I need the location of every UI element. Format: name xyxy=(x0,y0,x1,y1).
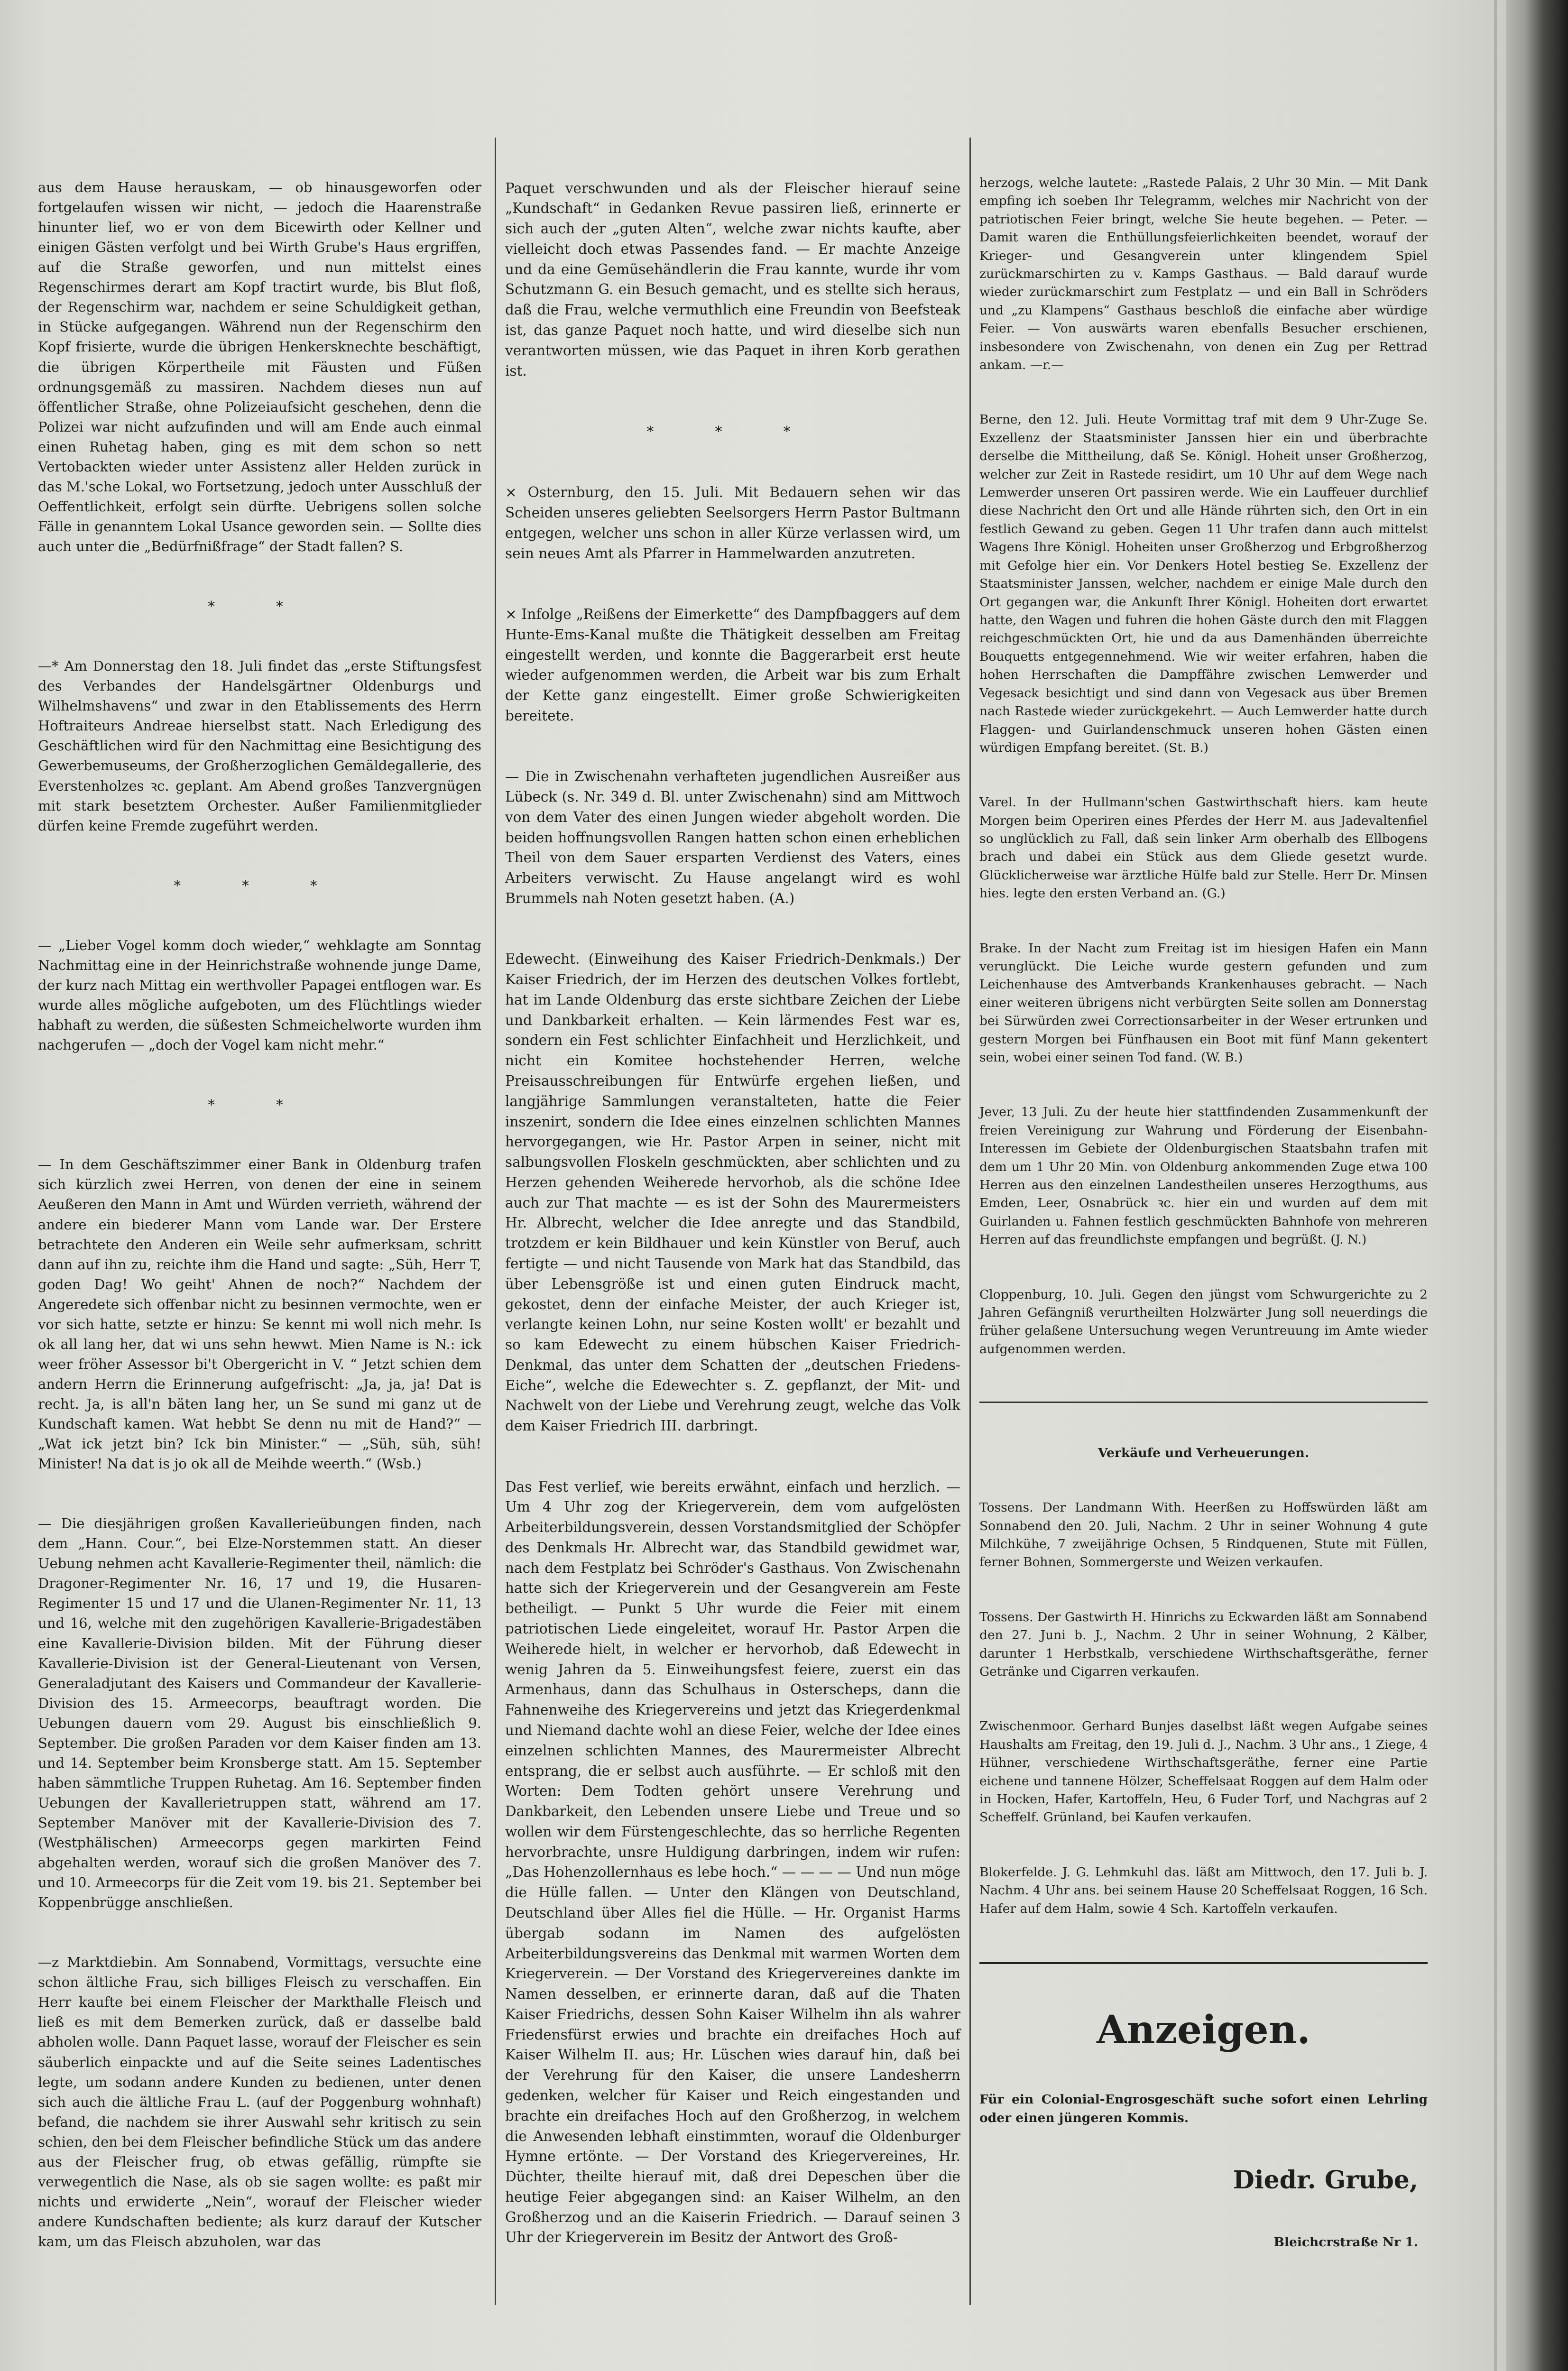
ads-heading: Anzeigen. xyxy=(1097,2007,1310,2053)
section-separator: * * xyxy=(208,1097,312,1113)
article-paragraph: —z Marktdiebin. Am Sonnabend, Vormittags, versuchte eine schon ältliche Frau, sich billiges Fleisch zu verschaffen. Ein Herr kaufte bei einem Fleischer der Markthalle Fleisch und ließ es mit dem Bemerken zurück, daß er dasselbe bald abholen wolle. Dann Paquet lasse, worauf der Fleischer es sein säuberlich einpackte und auf die Seite seines Ladentisches legte, um sodann andere Kunden zu bedienen, unter denen sich auch die ältliche Frau L. (auf der Poggenburg wohnhaft) befand, die nachdem sie ihrer Auswahl sehr kritisch zu sein schien, den bei dem Fleischer befindliche Stück um das andere aus der Fleischer frug, ob etwas gefällig, rümpfte sie verwegentlich die Nase, als ob sie sagen wollte: es paßt mir nichts und erwiderte „Nein“, worauf der Fleischer wieder andere Kundschaften bediente; als kurz darauf der Kutscher kam, um das Fleisch abzuholen, war das xyxy=(38,1954,486,2250)
article-paragraph: aus dem Hause herauskam, — ob hinausgeworfen oder fortgelaufen wissen wir nicht, — jedoch die Haarenstraße hinunter lief, wo er von dem Bicewirth oder Kellner und einigen Gästen verfolgt und bei Wirth Grube's Haus ergriffen, auf die Straße geworfen, und nun mittelst eines Regenschirmes derart am Kopf tractirt wurde, bis Blut floß, der Regenschirm war, nachdem er seine Schuldigkeit gethan, in Stücke aufgegangen. Während nun der Regenschirm den Kopf frisierte, wurde die übrigen Henkersknechte beschäftigt, die übrigen Körpertheile mit Fäusten und Füßen ordnungsgemäß zu massiren. Nachdem dieses nun auf öffentlicher Straße, ohne Polizeiaufsicht geschehen, denn die Polizei war nicht aufzufinden und will am Ende auch einmal einen Ruhetag haben, ging es mit dem schon so nett Vertobackten wieder unter Assistenz aller Helden zurück in das M.'sche Lokal, wo Fortsetzung, jedoch unter Ausschluß der Oeffentlichkeit, erfolgt sein dürfte. Uebrigens sollen solche Fälle in genanntem Lokal Usance geworden sein. — Sollte dies auch unter die „Bedürfnißfrage“ der Stadt fallen? S. xyxy=(38,179,486,554)
section-rule-double xyxy=(979,1962,1428,1964)
article-paragraph: Das Fest verlief, wie bereits erwähnt, einfach und herzlich. — Um 4 Uhr zog der Kriegerverein, dem vom aufgelösten Arbeiterbildungsverein, dessen Vorstandsmitglied der Schöpfer des Denkmals Hr. Albrecht war, das Standbild gewidmet war, nach dem Festplatz bei Schröder's Gasthaus. Von Zwischenahn hatte sich der Kriegerverein und der Gesangverein am Feste betheiligt. — Punkt 5 Uhr wurde die Feier mit einem patriotischen Liede eingeleitet, worauf Hr. Pastor Arpen die Weiherede hielt, in welcher er hervorhob, daß Edewecht in wenig Jahren da 5. Einweihungsfest feiere, zuerst ein das Armenhaus, dann das Schulhaus in Osterscheps, dann die Fahnenweihe des Kriegervereins und jetzt das Kriegerdenkmal und Niemand dachte wohl an diese Feier, welche der Idee eines einzelnen schlichten Mannes, des Maurermeister Albrecht entsprang, die er selbst auch ausführte. — Er schloß mit den Worten: Dem Todten gehört unsere Verehrung und Dankbarkeit, den Lebenden unsere Liebe und Treue und so wollen wir dem Fürstengeschlechte, das so herrliche Regenten hervorbrachte, unsre Huldigung darbringen, indem wir rufen: „Das Hohenzollernhaus es lebe hoch.“ — — — — Und nun möge die Hülle fallen. — Unter den Klängen von Deutschland, Deutschland über Alles fiel die Hülle. — Hr. Organist Harms übergab sodann im Namen des aufgelösten Arbeiterbildungsvereins das Denkmal mit warmen Worten dem Kriegerverein. — Der Vorstand des Kriegervereines dankte im Namen desselben, er erinnerte daran, daß auf die Thaten Kaiser Friedrichs, dessen Sohn Kaiser Wilhelm ihn als wahrer Friedensfürst erwies und brachte ein dreifaches Hoch auf Kaiser Wilhelm II. aus; Hr. Lüschen wies darauf hin, daß bei der Verehrung für den Kaiser, die unsere Landesherrn gedenken, welcher für Kaiser und Reich eingestanden und brachte ein dreifaches Hoch auf den Großherzog, in welchem die Anwesenden lebhaft einstimmten, worauf die Oldenburger Hymne ertönte. — Der Vorstand des Kriegervereines, Hr. Düchter, theilte hierauf mit, daß drei Depeschen über die heutige Feier abgegangen sind: an Kaiser Wilhelm, an den Großherzog und an die Kaiserin Friedrich. — Darauf seinen 3 Uhr der Kriegerverein im Besitz der Antwort des Groß- xyxy=(505,1478,965,2246)
column-rule-left xyxy=(495,138,496,2305)
column-1 xyxy=(38,138,486,2291)
article-paragraph: — „Lieber Vogel komm doch wieder,“ wehklagte am Sonntag Nachmittag eine in der Heinrichstraße wohnende junge Dame, der kurz nach Mittag ein werthvoller Papagei entflogen war. Es wurde alles mögliche aufgeboten, um des Flüchtlings wieder habhaft zu werden, die süßesten Schmeichelworte wurden ihm nachgerufen — „doch der Vogel kam nicht mehr.“ xyxy=(38,937,486,1053)
ad-text: Für ein Colonial-Engrosgeschäft suche sofort einen Lehrling oder einen jüngeren Kommis. xyxy=(979,2092,1432,2125)
article-paragraph: — In dem Geschäftszimmer einer Bank in Oldenburg trafen sich kürzlich zwei Herren, von denen der eine in seinem Aeußeren den Mann in Amt und Würden verrieth, während der andere ein biederer Mann vom Lande war. Der Erstere betrachtete den Anderen ein Weile sehr aufmerksam, schritt dann auf ihn zu, reichte ihm die Hand und sagte: „Süh, Herr T, goden Dag! Wo geiht' Ahnen de noch?“ Nachdem der Angeredete sich offenbar nicht zu besinnen vermochte, wen er vor sich hatte, setzte er hinzu: Se kennt mi woll nich mehr. Is ok all lang her, dat wi uns sehn hewwt. Mien Name is N.: ick weer fröher Assessor bi't Obergericht in V. “ Jetzt schien dem andern Herrn die Erinnerung aufgefrischt: „Ja, ja, ja! Dat is recht. Ja, is all'n bäten lang her, un Se sund mi ganz ut de Kundschaft kamen. Wat hebbt Se denn nu mit de Hand?“ — „Wat ick jetzt bin? Ick bin Minister.“ — „Süh, süh, süh! Minister! Na dat is jo ok all de Meihde weerth.“ (Wsb.) xyxy=(38,1156,486,1472)
column-rule-right xyxy=(969,138,971,2305)
section-separator: * * * xyxy=(646,423,819,440)
page-edge xyxy=(1506,0,1568,2371)
page-fold-line xyxy=(1494,0,1497,2371)
article-paragraph: — Die in Zwischenahn verhafteten jugendlichen Ausreißer aus Lübeck (s. Nr. 349 d. Bl. unter Zwischenahn) sind am Mittwoch von dem Vater des einen Jungen wieder abgeholt worden. Die beiden hoffnungsvollen Rangen hatten schon einen erheblichen Theil von dem Sauer ersparten Verdienst des Vaters, eines Arbeiters verwischt. Zu Hause angelangt wird es wohl Brummels nah Noten gesetzt haben. (A.) xyxy=(505,768,965,906)
notice-item: Tossens. Der Gastwirth H. Hinrichs zu Eckwarden läßt am Sonnabend den 27. Juni b. J., Nachm. 2 Uhr in seiner Wohnung, 2 Kälber, darunter 1 Herbstkalb, verschiedene Wirthschaftsgeräthe, ferner Getränke und Cigarren verkaufen. xyxy=(979,1609,1432,1679)
article-paragraph: Jever, 13 Juli. Zu der heute hier stattfindenden Zusammenkunft der freien Vereinigung zur Wahrung und Förderung der Eisenbahn-Interessen im Gebiete der Oldenburgischen Staatsbahn trafen mit dem um 1 Uhr 20 Min. von Oldenburg ankommenden Zuge etwa 100 Herren aus den einzelnen Landestheilen unseres Herzogthums, aus Emden, Leer, Osnabrück ꝛc. hier ein und wurden auf dem mit Guirlanden u. Fahnen festlich geschmückten Bahnhofe von mehreren Herren auf das freundlichste empfangen und begrüßt. (J. N.) xyxy=(979,1105,1432,1247)
notice-item: Zwischenmoor. Gerhard Bunjes daselbst läßt wegen Aufgabe seines Haushalts am Freitag, den 19. Juli d. J., Nachm. 3 Uhr ans., 1 Ziege, 4 Hühner, verschiedene Wirthschaftsgeräthe, ferner eine Partie eichene und tannene Hölzer, Scheffelsaat Roggen auf dem Halm oder in Hocken, Hafer, Kartoffeln, Heu, 6 Fuder Torf, und Nachgras auf 2 Scheffelf. Grünland, bei Kaufen verkaufen. xyxy=(979,1719,1432,1825)
article-paragraph: Varel. In der Hullmann'schen Gastwirthschaft hiers. kam heute Morgen beim Operiren eines Pferdes der Herr M. aus Jadevaltenfiel so unglücklich zu Fall, daß sein linker Arm oberhalb des Ellbogens brach und dabei ein Stück aus dem Gliede gesetzt wurde. Glücklicherweise war ärztliche Hülfe bald zur Stelle. Herr Dr. Minsen hies. legte den ersten Verband an. (G.) xyxy=(979,795,1432,901)
ad-signature: Diedr. Grube, xyxy=(1233,2166,1418,2195)
article-paragraph: × Osternburg, den 15. Juli. Mit Bedauern sehen wir das Scheiden unseres geliebten Seelsorgers Herrn Pastor Bultmann entgegen, welcher uns schon in aller Kürze verlassen wird, um sein neues Amt als Pfarrer in Hammelwarden anzutreten. xyxy=(505,484,965,562)
article-paragraph: Cloppenburg, 10. Juli. Gegen den jüngst vom Schwurgerichte zu 2 Jahren Gefängniß verurtheilten Holzwärter Jung soll neuerdings die früher gelaßene Untersuchung wegen Veruntreuung im Amte wieder aufgenommen werden. xyxy=(979,1287,1432,1356)
section-separator: * * * xyxy=(174,877,346,894)
article-paragraph: — Die diesjährigen großen Kavallerieübungen finden, nach dem „Hann. Cour.“, bei Elze-Norstemmen statt. An dieser Uebung nehmen acht Kavallerie-Regimenter theil, nämlich: die Dragoner-Regimenter Nr. 16, 17 und 19, die Husaren-Regimenter 15 und 17 und die Ulanen-Regimenter Nr. 11, 13 und 16, welche mit den zugehörigen Kavallerie-Brigadestäben eine Kavallerie-Division bilden. Mit der Führung dieser Kavallerie-Division ist der General-Lieutenant von Versen, Generaladjutant des Kaisers und Commandeur der Kavallerie-Division des 15. Armeecorps, beauftragt worden. Die Uebungen dauern vom 29. August bis einschließlich 9. September. Die großen Paraden vor dem Kaiser finden am 13. und 14. September beim Kronsberge statt. Am 15. September haben sämmtliche Truppen Ruhetag. Am 16. September finden Uebungen der Kavallerietruppen statt, während am 17. September Manöver mit der Kavallerie-Division des 7. (Westphälischen) Armeecorps gegen markirten Feind abgehalten werden, worauf sich die großen Manöver des 7. und 10. Armeecorps für die Zeit vom 19. bis 21. September bei Koppenbrügge anschließen. xyxy=(38,1515,486,1911)
article-paragraph: Brake. In der Nacht zum Freitag ist im hiesigen Hafen ein Mann verunglückt. Die Leiche wurde gestern gefunden und zum Leichenhause des Amtverbands Krankenhauses gebracht. — Nach einer weiteren übrigens nicht verbürgten Seite sollen am Donnerstag bei Sürwürden zwei Correctionsarbeiter in der Weser ertrunken und gestern Morgen bei Fünfhausen ein Boot mit fünf Mann gekentert sein, wobei einer seinen Tod fand. (W. B.) xyxy=(979,941,1432,1065)
column-2 xyxy=(505,138,965,2288)
article-paragraph: herzogs, welche lautete: „Rastede Palais, 2 Uhr 30 Min. — Mit Dank empfing ich soeben Ihr Telegramm, welches mir Nachricht von der patriotischen Feier bringt, welche Sie heute begehen. — Peter. — Damit waren die Enthüllungsfeierlichkeiten beendet, worauf der Krieger- und Gesangverein unter klingendem Spiel zurückmarschirten zu v. Kamps Gasthaus. — Bald darauf wurde wieder zurückmarschirt zum Festplatz — und ein Ball in Schröders und „zu Klampens“ Gasthaus beschloß die einfache aber würdige Feier. — Von auswärts waren ebenfalls Besucher erschienen, insbesondere von Zwischenahn, von denen ein Zug per Rettrad ankam. —r.— xyxy=(979,175,1432,373)
article-paragraph: Paquet verschwunden und als der Fleischer hierauf seine „Kundschaft“ in Gedanken Revue passiren ließ, erinnerte er sich auch der „guten Alten“, welche zwar nichts kaufte, aber vielleicht doch etwas Passendes fand. — Er machte Anzeige und da eine Gemüsehändlerin die Frau kannte, wurde ihr vom Schutzmann G. ein Besuch gemacht, und es stellte sich heraus, daß die Frau, welche vermuthlich eine Freundin von Beefsteak ist, das ganze Paquet noch hatte, und wird dieselbe sich nun verantworten müssen, wie das Paquet in ihren Korb gerathen ist. xyxy=(505,180,965,379)
section-separator: * * xyxy=(208,598,312,615)
section-rule xyxy=(979,1402,1428,1403)
notice-item: Blokerfelde. J. G. Lehmkuhl das. läßt am Mittwoch, den 17. Juli b. J. Nachm. 4 Uhr ans. bei seinem Hause 20 Scheffelsaat Roggen, 16 Sch. Hafer auf dem Halm, sowie 4 Sch. Kartoffeln verkaufen. xyxy=(979,1864,1432,1916)
ad-address: Bleichcrstraße Nr 1. xyxy=(1273,2234,1418,2250)
article-paragraph: —* Am Donnerstag den 18. Juli findet das „erste Stiftungsfest des Verbandes der Handelsgärtner Oldenburgs und Wilhelmshavens“ und zwar in den Etablissements des Herrn Hoftraiteurs Andreae hierselbst statt. Nach Erledigung des Geschäftlichen wird für den Nachmittag eine Besichtigung des Gewerbemuseums, der Großherzoglichen Gemäldegallerie, des Everstenholzes ꝛc. geplant. Am Abend großes Tanzvergnügen mit stark besetztem Orchester. Außer Familienmitglieder dürfen keine Fremde zugeführt werden. xyxy=(38,658,486,834)
article-paragraph: × Infolge „Reißens der Eimerkette“ des Dampfbaggers auf dem Hunte-Ems-Kanal mußte die Thätigkeit desselben am Freitag eingestellt werden, und konnte die Baggerarbeit erst heute wieder aufgenommen werden, die Arbeit war bis zum Erhalt der Kette ganz eingestellt. Eimer große Schwierigkeiten bereitete. xyxy=(505,606,965,724)
notice-item: Tossens. Der Landmann With. Heerßen zu Hoffswürden läßt am Sonnabend den 20. Juli, Nachm. 2 Uhr in seiner Wohnung 4 gute Milchkühe, 7 zweijährige Ochsen, 5 Rindquenen, Stute mit Füllen, ferner Bohnen, Sommergerste und Weizen verkaufen. xyxy=(979,1500,1432,1570)
article-paragraph: Berne, den 12. Juli. Heute Vormittag traf mit dem 9 Uhr-Zuge Se. Exzellenz der Staatsminister Janssen hier ein und überbrachte derselbe die Mittheilung, daß Se. Königl. Hoheit unser Großherzog, welcher zur Zeit in Rastede residirt, um 10 Uhr auf dem Wege nach Lemwerder unseren Ort passiren werde. Wie ein Lauffeuer durchlief diese Nachricht den Ort und alle Hände rührten sich, den Ort in ein festlich Gewand zu geben. Gegen 11 Uhr trafen dann auch mittelst Wagens Ihre Königl. Hoheiten unser Großherzog und Erbgroßherzog mit Gefolge hier ein. Vor Denkers Hotel bestieg Se. Exzellenz der Staatsminister Janssen, welcher, nachdem er einige Male durch den Ort gegangen war, die Ankunft Ihrer Königl. Hoheiten dort erwartet hatte, den Wagen und fuhren die hohen Gäste durch den mit Flaggen reichgeschmückten Ort, hie und da aus Damenhänden überreichte Bouquetts entgegennehmend. Wie wir weiter erfahren, haben die hohen Herrschaften die Dampffähre zwischen Lemwerder und Vegesack besichtigt und sind dann von Vegesack aus über Bremen nach Rastede wieder zurückgekehrt. — Auch Lemwerder hatte durch Flaggen- und Guirlandenschmuck unseren hohen Gästen einen würdigen Empfang bereitet. (St. B.) xyxy=(979,412,1432,755)
column-3 xyxy=(979,138,1432,2288)
notices-heading: Verkäufe und Verheuerungen. xyxy=(1098,1445,1310,1460)
article-paragraph: Edewecht. (Einweihung des Kaiser Friedrich-Denkmals.) Der Kaiser Friedrich, der im Herzen des deutschen Volkes fortlebt, hat im Lande Oldenburg das erste sichtbare Zeichen der Liebe und Dankbarkeit erhalten. — Kein lärmendes Fest war es, sondern ein Fest schlichter Einfachheit und Herzlichkeit, und nicht ein Komitee hochstehender Herren, welche Preisausschreibungen für Entwürfe ergehen ließen, und langjährige Sammlungen veranstalteten, hatte die Feier inszenirt, sondern die Idee eines einzelnen schlichten Mannes hervorgegangen, wie Hr. Pastor Arpen in seiner, nicht mit salbungsvollen Floskeln geschmückten, aber schlichten und zu Herzen gehenden Weiherede hervorhob, als die schöne Idee auch zur That machte — es ist der Sohn des Maurermeisters Hr. Albrecht, welcher die Idee anregte und das Standbild, trotzdem er kein Bildhauer und kein Künstler von Beruf, auch fertigte — und nicht Tausende von Mark hat das Standbild, das über Lebensgröße ist und einen guten Eindruck macht, gekostet, denn der einfache Meister, der auch Krieger ist, verlangte keinen Lohn, nur seine Kosten wollt' er bezahlt und so kam Edewecht zu einem hübschen Kaiser Friedrich-Denkmal, das unter dem Schatten der „deutschen Friedens-Eiche“, welche die Edewechter s. Z. gepflanzt, der Mit- und Nachwelt von der Liebe und Verehrung zeugt, welche das Volk dem Kaiser Friedrich III. darbringt. xyxy=(505,951,965,1434)
